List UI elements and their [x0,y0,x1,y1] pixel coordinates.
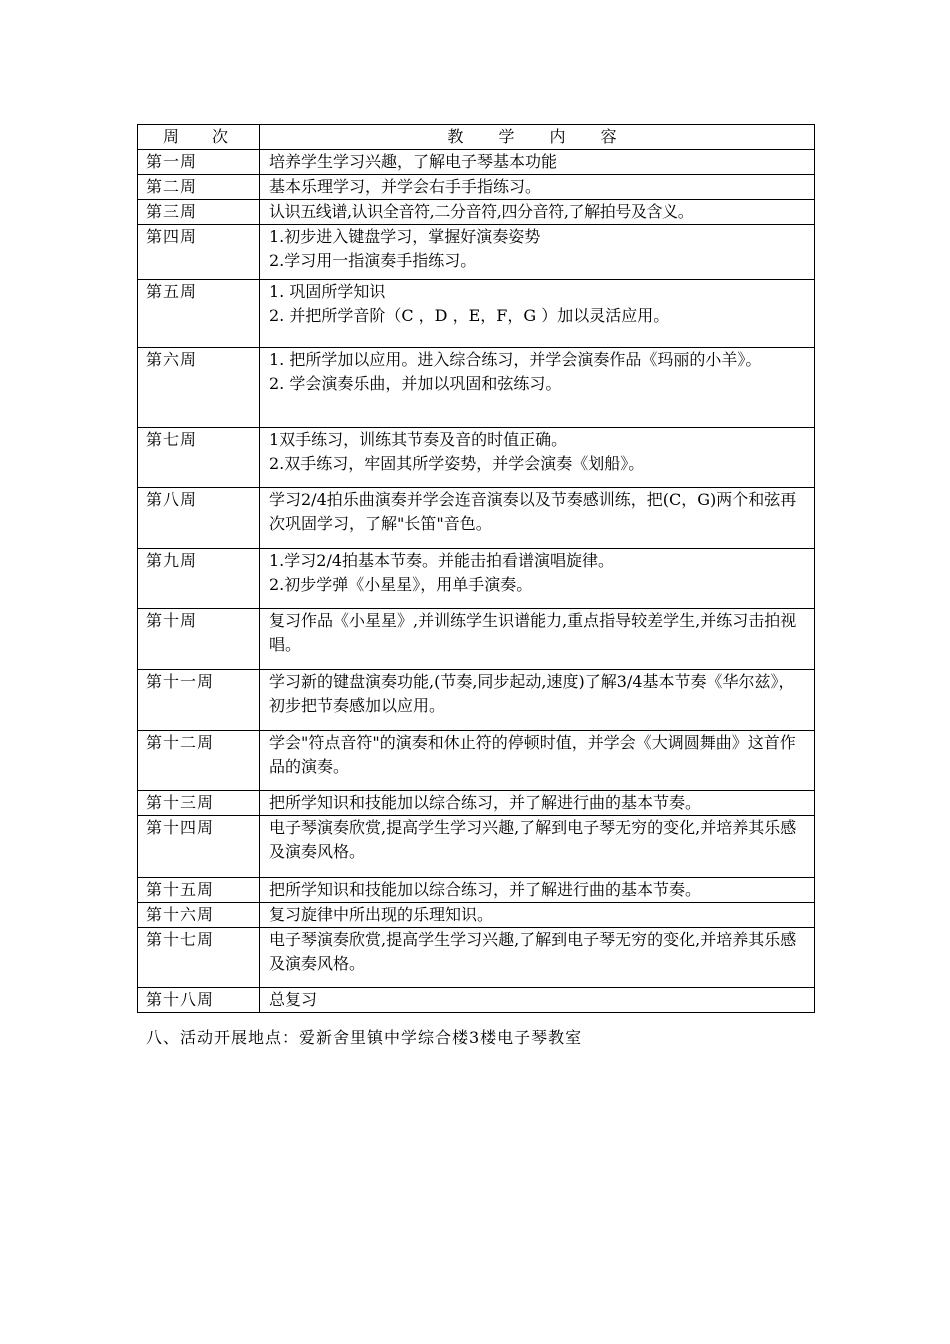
table-row [138,488,815,549]
week-cell: 第四周 [138,225,260,280]
content-cell: 1. 巩固所学知识 2. 并把所学音阶（C ，D ，E，F，G ）加以灵活应用。 [260,280,815,348]
table-header-row [138,125,815,150]
week-cell: 第三周 [138,200,260,225]
content-cell: 把所学知识和技能加以综合练习，并了解进行曲的基本节奏。 [260,878,815,903]
content-cell: 1. 把所学加以应用。进入综合练习，并学会演奏作品《玛丽的小羊》。 2. 学会演奏乐曲，并加以巩固和弦练习。 [260,348,815,428]
activity-location-note: 八、活动开展地点：爱新舍里镇中学综合楼3楼电子琴教室 [146,1028,583,1047]
table-row [138,816,815,878]
content-cell: 复习旋律中所出现的乐理知识。 [260,903,815,928]
week-cell: 第十四周 [138,816,260,878]
table-row [138,791,815,816]
table-row [138,878,815,903]
week-cell: 第十七周 [138,928,260,988]
week-cell: 第五周 [138,280,260,348]
content-cell: 学会"符点音符"的演奏和休止符的停顿时值，并学会《大调圆舞曲》这首作品的演奏。 [260,731,815,791]
table-row [138,280,815,348]
content-cell: 1双手练习，训练其节奏及音的时值正确。 2.双手练习，牢固其所学姿势，并学会演奏《划船》。 [260,428,815,488]
table-row [138,988,815,1013]
week-cell: 第十六周 [138,903,260,928]
content-cell: 学习2/4拍乐曲演奏并学会连音演奏以及节奏感训练，把(C，G)两个和弦再次巩固学习，了解"长笛"音色。 [260,488,815,549]
table-row [138,348,815,428]
week-cell: 第十二周 [138,731,260,791]
schedule-table [137,124,815,1013]
content-cell: 学习新的键盘演奏功能,(节奏,同步起动,速度)了解3/4基本节奏《华尔兹》，初步把节奏感加以应用。 [260,670,815,731]
content-cell: 电子琴演奏欣赏,提高学生学习兴趣,了解到电子琴无穷的变化,并培养其乐感及演奏风格。 [260,816,815,878]
week-cell: 第八周 [138,488,260,549]
content-cell: 总复习 [260,988,815,1013]
table-row [138,731,815,791]
table-row [138,225,815,280]
table-row [138,549,815,609]
table-row [138,928,815,988]
content-cell: 1.初步进入键盘学习，掌握好演奏姿势 2.学习用一指演奏手指练习。 [260,225,815,280]
table-row [138,200,815,225]
table-row [138,428,815,488]
content-cell: 把所学知识和技能加以综合练习，并了解进行曲的基本节奏。 [260,791,815,816]
table-row [138,903,815,928]
content-cell: 电子琴演奏欣赏,提高学生学习兴趣,了解到电子琴无穷的变化,并培养其乐感及演奏风格。 [260,928,815,988]
header-content: 教 学 内 容 [260,125,815,150]
week-cell: 第九周 [138,549,260,609]
week-cell: 第七周 [138,428,260,488]
content-cell: 1.学习2/4拍基本节奏。并能击拍看谱演唱旋律。 2.初步学弹《小星星》，用单手演奏。 [260,549,815,609]
header-week: 周 次 [138,125,260,150]
week-cell: 第十五周 [138,878,260,903]
content-cell: 培养学生学习兴趣，了解电子琴基本功能 [260,150,815,175]
week-cell: 第二周 [138,175,260,200]
table-row [138,175,815,200]
table-row [138,150,815,175]
content-cell: 基本乐理学习，并学会右手手指练习。 [260,175,815,200]
week-cell: 第十三周 [138,791,260,816]
table-row [138,670,815,731]
week-cell: 第十周 [138,609,260,670]
week-cell: 第十一周 [138,670,260,731]
content-cell: 认识五线谱,认识全音符,二分音符,四分音符,了解拍号及含义。 [260,200,815,225]
content-cell: 复习作品《小星星》,并训练学生识谱能力,重点指导较差学生,并练习击拍视唱。 [260,609,815,670]
week-cell: 第十八周 [138,988,260,1013]
table-row [138,609,815,670]
week-cell: 第六周 [138,348,260,428]
week-cell: 第一周 [138,150,260,175]
